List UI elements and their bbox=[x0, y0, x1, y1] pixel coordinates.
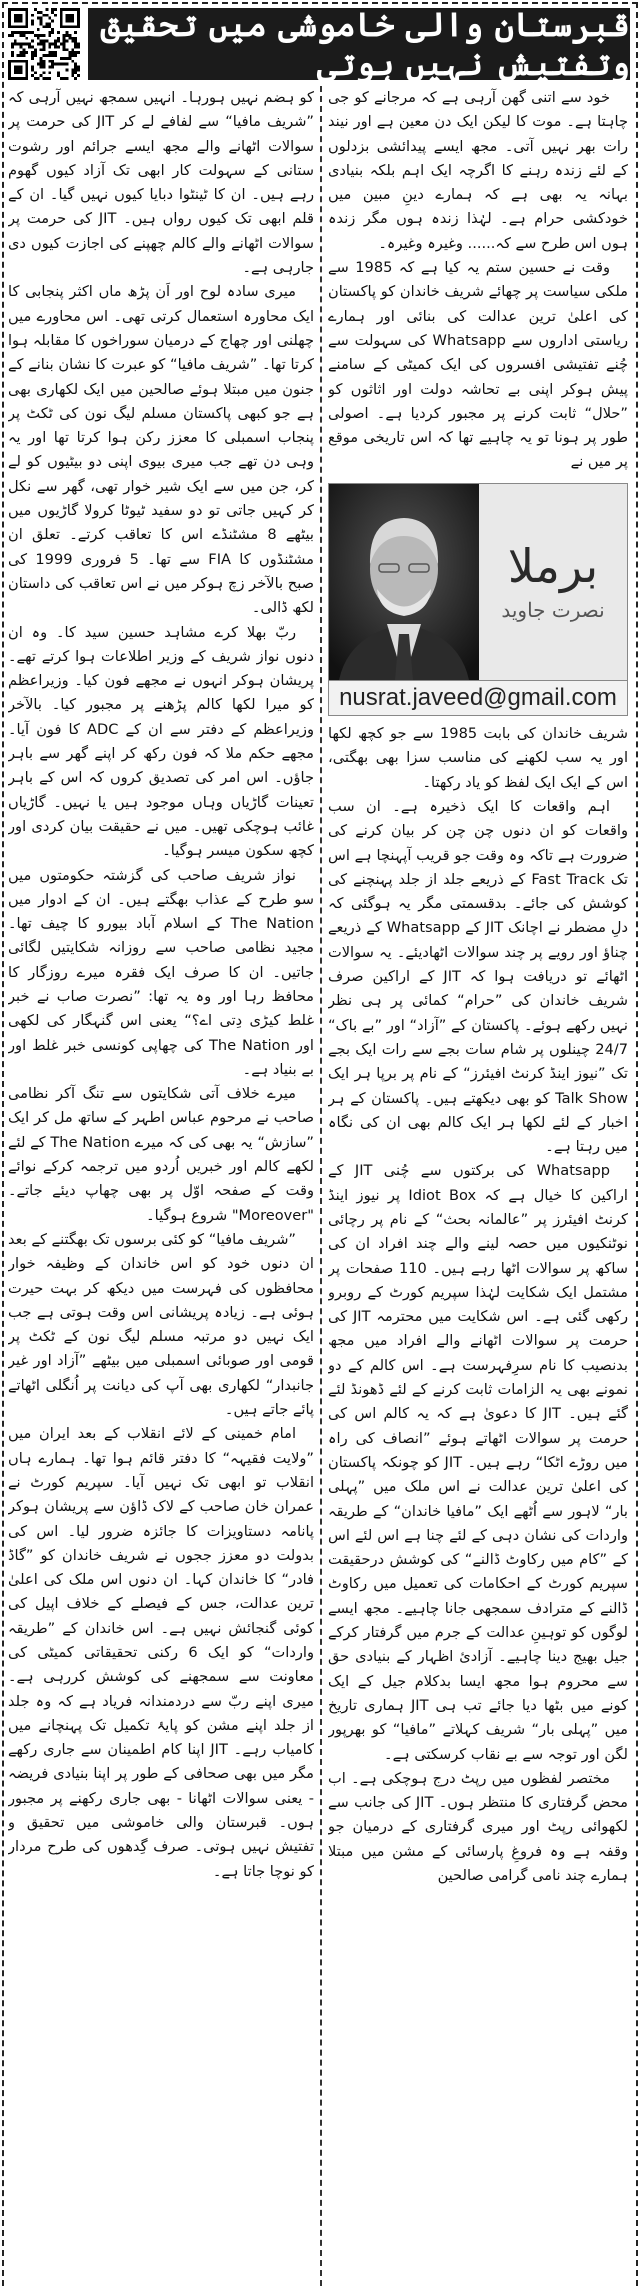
paragraph: اہم واقعات کا ایک ذخیرہ ہے۔ ان سب واقعات کو ان دنوں چن چن کر بیان کرنے کی ضرورت ہے تاکہ وہ وقت جو قریب آپہنچا ہے اس تک Fast Track کے ذریعے جلد از جلد پہنچنے کی کوشش کی جائے۔ بدقسمتی مگر یہ ہوگئی کہ دلِ مضطر نے اچانک JIT کے Whatsapp کے ذریعے چناؤ اور رویے پر چند سوالات اٹھادیئے۔ یہ سوالات اٹھائے تو دریافت ہوا کہ JIT کے اراکین صرف شریف خاندان کی ”حرام“ کمائی پر ہی نظر نہیں رکھے ہوئے۔ پاکستان کے ”آزاد“ اور ”بے باک“ 24/7 چینلوں پر شام سات بجے سے رات ایک بجے تک ”نیوز اینڈ کرنٹ افیئرز“ کے نام پر برپا ہر ایک Talk Show کو بھی دیکھتے ہیں۔ پاکستان کے ہر اخبار کے لئے لکھا ہر ایک کالم بھی ان کی نگاہ میں رہتا ہے۔ bbox=[328, 797, 628, 1156]
right-column bbox=[328, 86, 628, 2282]
headline-banner bbox=[88, 5, 630, 83]
paragraph: نواز شریف صاحب کی گزشتہ حکومتوں میں سو طرح کے عذاب بھگتے ہیں۔ ان کے ادوار میں The Nation کے اسلام آباد بیورو کا چیف تھا۔ مجید نظامی صاحب سے روزانہ شکایتیں لگائی جاتیں۔ ان کا صرف ایک فقرہ میرے روزگار کا محافظ رہا اور وہ یہ تھا: ”نصرت صاب نے خبر غلط کیڑی دِتی اے؟“ یعنی اس گنہگار کی لکھی اور The Nation کی چھاپی کونسی خبر غلط اور بے بنیاد ہے۔ bbox=[8, 866, 314, 1078]
left-column bbox=[8, 86, 314, 2282]
paragraph: ”شریف مافیا“ کو کئی برسوں تک بھگتنے کے بعد ان دنوں خود کو اس خاندان کے وظیفہ خوار محافظوں کی فہرست میں دیکھ کر بہت حیرت ہوئی ہے۔ زیادہ پریشانی اس وقت ہوتی ہے جب ایک نہیں دو مرتبہ مسلم لیگ نون کے ٹکٹ پر قومی اور صوبائی اسمبلی میں بیٹھے ”آزاد اور غیر جانبدار“ لکھاری بھی آپ کی دیانت پر اُنگلی اٹھاتے پائے جاتے ہیں۔ bbox=[8, 1230, 314, 1419]
paragraph: امام خمینی کے لائے انقلاب کے بعد ایران میں ”ولایت فقیہہ“ کا دفتر قائم ہوا تھا۔ ہمارے ہاں انقلاب تو ابھی تک نہیں آیا۔ سپریم کورٹ نے عمران خان صاحب کے لاک ڈاؤن سے پریشان ہوکر پانامہ دستاویزات کا جائزہ ضرور لیا۔ اس کی بدولت دو معزز ججوں نے شریف خاندان کو ”گاڈ فادر“ کا خاندان کہا۔ ان دنوں اس ملک کی اعلیٰ ترین عدالت، جس کے فیصلے کے خلاف اپیل کی کوئی گنجائش نہیں ہے۔ اس خاندان کے ”طریقہ واردات“ کو ایک 6 رکنی تحقیقاتی کمیٹی کی معاونت سے سمجھنے کی کوشش کررہی ہے۔ میری اپنے ربّ سے دردمندانہ فریاد ہے کہ وہ جلد از جلد اپنے مشن کو پایۂ تکمیل تک پہنچانے میں کامیاب رہے۔ JIT اپنا کام اطمینان سے جاری رکھے مگر میں بھی صحافی کے طور پر اپنا بنیادی فریضہ - یعنی سوالات اٹھانا - بھی جاری رکھنے پر مجبور ہوں۔ قبرستان والی خاموشی میں تحقیق و تفتیش نہیں ہوتی۔ صرف گِدھوں کی طرح مردار کو نوچا جاتا ہے۔ bbox=[8, 1425, 314, 1880]
qr-code-icon[interactable] bbox=[8, 8, 80, 80]
paragraph: شریف خاندان کی بابت 1985 سے جو کچھ لکھا اور یہ سب لکھنے کی مناسب سزا بھی بھگتی، اس کے ایک ایک لفظ کو یاد رکھتا۔ bbox=[328, 725, 628, 791]
column-divider bbox=[320, 86, 322, 2286]
columnist-photo bbox=[329, 484, 479, 680]
paragraph: میری سادہ لوح اور اَن پڑھ ماں اکثر پنجابی کا ایک محاورہ استعمال کرتی تھی۔ اس محاورے میں چھلنی اور چھاج کے درمیان سوراخوں کا مقابلہ ہوا کرتا تھا۔ ”شریف مافیا“ کو عبرت کا نشان بنانے کے جنون میں مبتلا ہوئے صالحین میں ایک لکھاری بھی ہے جو کبھی پاکستان مسلم لیگ نون کی ٹکٹ پر پنجاب اسمبلی کا معزز رکن ہوا کرتا تھا اور یہ وہی دن تھے جب میری بیوی اپنی دو بیٹیوں کو لے کر، جن میں سے ایک شیر خوار تھی، گھر سے نکل کر کہیں جاتی تو دو سفید ٹیوٹا کرولا گاڑیوں میں بیٹھے 8 مشٹنڈے اس کا تعاقب کرتے۔ تعلق ان مشٹنڈوں کا FIA سے تھا۔ 5 فروری 1999 کی صبح بالآخر زچ ہوکر میں نے اس تعاقب کی داستان لکھ ڈالی۔ bbox=[8, 283, 314, 617]
paragraph: میرے خلاف آتی شکایتوں سے تنگ آکر نظامی صاحب نے مرحوم عباس اطہر کے ساتھ مل کر ایک ”سازش“ یہ بھی کی کہ میرے The Nation کے لئے لکھے کالم اور خبریں اُردو میں ترجمہ کرکے نوائے وقت کے صفحہ اوّل پر بھی چھاپ دیئے جاتے۔ "Moreover" شروع ہوگیا۔ bbox=[8, 1085, 314, 1224]
headline: قبرستان والی خاموشی میں تحقیق وتفتیش نہیں ہوتی bbox=[100, 5, 630, 83]
column-name: برملا bbox=[507, 539, 599, 594]
paragraph: ربّ بھلا کرے مشاہد حسین سید کا۔ وہ ان دنوں نواز شریف کے وزیر اطلاعات ہوا کرتے تھے۔ پریشان ہوکر انہوں نے مجھے فون کیا۔ وزیراعظم کو میرا لکھا کالم پڑھنے پر مجبور کیا۔ بالآخر وزیراعظم کے دفتر سے ان کے ADC کا فون آیا۔ مجھے حکم ملا کہ فون رکھ کر اپنے گھر سے باہر جاؤں۔ اس امر کی تصدیق کروں کہ اس کے باہر تعینات گاڑیاں وہاں موجود ہیں یا نہیں۔ گاڑیاں غائب ہوچکی تھیں۔ میں نے حقیقت بیان کردی اور کچھ سکون میسر ہوگیا۔ bbox=[8, 623, 314, 860]
columnist-box bbox=[328, 483, 628, 716]
paragraph: Whatsapp کی برکتوں سے چُنی JIT کے اراکین کا خیال ہے کہ Idiot Box پر نیوز اینڈ کرنٹ افیئرز پر ”عالمانہ بحث“ کے نام پر رچائی نوٹنکیوں میں حصہ لینے والے چند افراد ان کی ساکھ پر سوالات اٹھا رہے ہیں۔ 110 صفحات پر مشتمل ایک شکایت لہٰذا سپریم کورٹ کے روبرو رکھی گئی ہے۔ اس شکایت میں محترمہ JIT کی حرمت پر سوالات اٹھانے والے افراد میں مجھ بدنصیب کا نام سرِفہرست ہے۔ اس کالم کے دو نمونے بھی یہ الزامات ثابت کرنے کے لئے ڈھونڈ لئے گئے ہیں۔ JIT کا دعویٰ ہے کہ یہ کالم اس کی حرمت پر سوالات اٹھاتے ہوئے ”انصاف کی راہ میں روڑے اٹکا“ رہے ہیں۔ JIT کو چونکہ پاکستان کی اعلیٰ ترین عدالت نے اس ملک میں ”پہلی بار“ لاہور سے اُٹھے ایک ”مافیا خاندان“ کے طریقہ واردات کی نشان دہی کے لئے چنا ہے اس لئے اس کے ”کام میں رکاوٹ ڈالنے“ کی کوشش درحقیقت سپریم کورٹ کے احکامات کی تعمیل میں رکاوٹ ڈالنے کے مترادف سمجھی جانا چاہیے۔ مجھ ایسے لوگوں کو توہینِ عدالت کے جرم میں گرفتار کرکے جیل بھیج دینا چاہیے۔ آزادیٔ اظہار کے بنیادی حق سے محروم ہوا مجھ ایسا بدکلام جیل کے ایک کونے میں بٹھا دیا جائے تب ہی JIT ہماری تاریخ میں ”پہلی بار“ شریف کہلاتے ”مافیا“ کو بھرپور لگن اور توجہ سے بے نقاب کرسکتی ہے۔ bbox=[328, 1162, 628, 1763]
author-name: نصرت جاوید bbox=[501, 597, 605, 622]
paragraph: کو ہضم نہیں ہورہا۔ انہیں سمجھ نہیں آرہی کہ ”شریف مافیا“ سے لفافے لے کر JIT کی حرمت پر سوالات اٹھانے والے مجھ ایسے جرائم اور رشوت ستانی کے سہولت کار ابھی تک آزاد کیوں گھوم رہے ہیں۔ ان کا ٹینٹوا دبایا کیوں نہیں گیا۔ ان کے قلم ابھی تک کیوں رواں ہیں۔ JIT کی حرمت پر سوالات اٹھانے والے کالم چھپنے کی اجازت کیوں دی جارہی ہے۔ bbox=[8, 89, 314, 277]
paragraph: خود سے اتنی گھن آرہی ہے کہ مرجانے کو جی چاہتا ہے۔ موت کا لیکن ایک دن معین ہے اور نیند رات بھر نہیں آتی۔ مجھ ایسے پیدائشی بزدلوں کے لئے زندہ رہنے کا اگرچہ ایک اہم بلکہ بنیادی بہانہ یہ بھی ہے کہ ہمارے دینِ مبین میں خودکشی حرام ہے۔ لہٰذا زندہ ہوں مگر زندہ ہوں اس طرح سے کہ...... وغیرہ وغیرہ۔ bbox=[328, 89, 628, 252]
column-logo bbox=[479, 484, 627, 680]
author-email[interactable]: nusrat.javeed@gmail.com bbox=[329, 680, 627, 715]
paragraph: وقت نے حسین ستم یہ کیا ہے کہ 1985 سے ملکی سیاست پر چھائے شریف خاندان کو پاکستان کی اعلیٰ ترین عدالت کی بنائی اور ہمارے ریاستی اداروں سے Whatsapp کی سہولت سے چُنے تفتیشی افسروں کی ایک کمیٹی کے سامنے پیش ہوکر اپنی بے تحاشہ دولت اور اثاثوں کو ”حلال“ ثابت کرنے پر مجبور کردیا ہے۔ اصولی طور پر ہونا تو یہ چاہیے تھا کہ اس تاریخی موقع پر میں نے bbox=[328, 259, 628, 471]
paragraph: مختصر لفظوں میں رپٹ درج ہوچکی ہے۔ اب محض گرفتاری کا منتظر ہوں۔ JIT کی جانب سے لکھوائی رپٹ اور میری گرفتاری کے درمیان جو وقفہ ہے وہ فروغِ پارسائی کے مشن میں مبتلا ہمارے چند نامی گرامی صالحین bbox=[328, 1769, 628, 1884]
